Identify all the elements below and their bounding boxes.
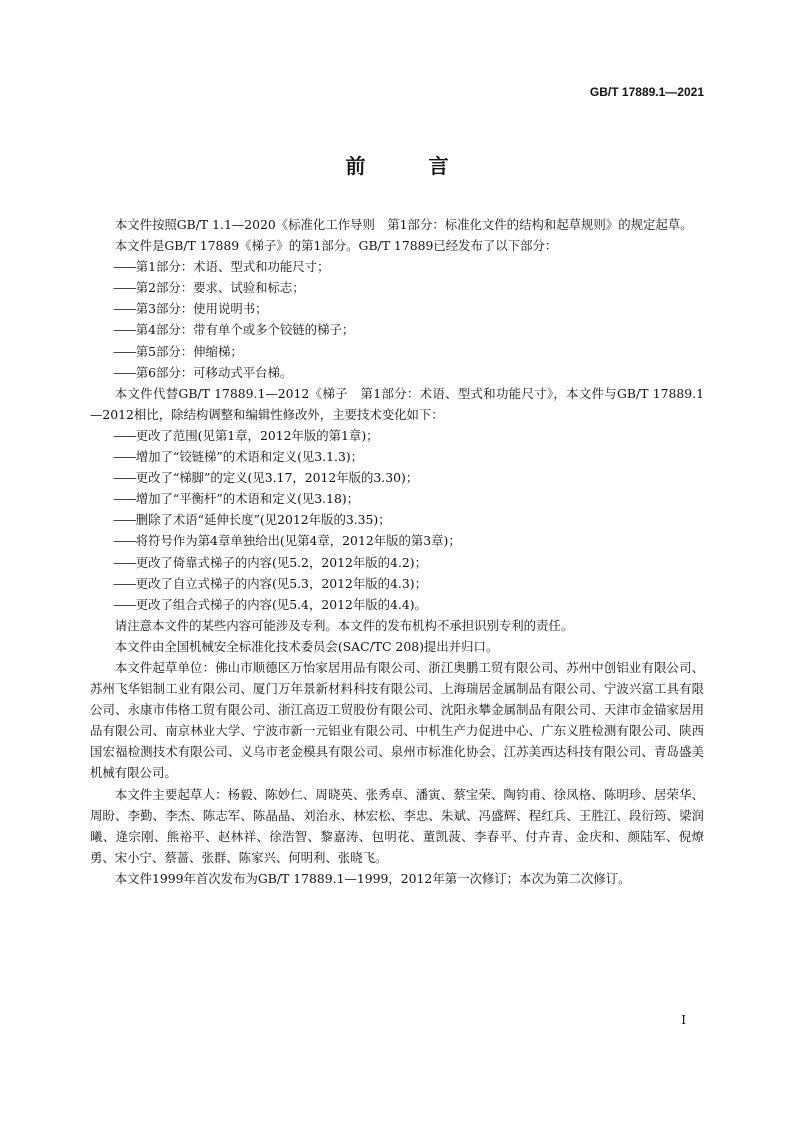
list-item-change: —— 增加了“平衡杆”的术语和定义(见3.18)； (90, 488, 704, 509)
paragraph-drafters: 本文件主要起草人：杨毅、陈妙仁、周晓英、张秀卓、潘寅、蔡宝荣、陶钧甫、徐凤格、陈明珍、居荣华、周盼、李勤、李杰、陈志军、陈晶晶、刘治永、林宏松、李忠、朱斌、冯盛辉、程红兵、王胜江、段衍筠、梁润曦、逄宗刚、熊裕平、赵林祥、徐浩智、黎嘉涛、包明花、董凯菠、李春平、付卉青、金庆和、颜陆军、倪燎勇、宋小宁、蔡蔷、张群、陈家兴、何明利、张晓飞。 (90, 786, 704, 865)
list-item-part: —— 第3部分：使用说明书； (90, 298, 704, 319)
list-item-part: —— 第1部分：术语、型式和功能尺寸； (90, 256, 704, 277)
paragraph-proposer: 本文件由全国机械安全标准化技术委员会(SAC/TC 208)提出并归口。 (114, 638, 499, 654)
list-item-change: —— 更改了组合式梯子的内容(见5.4，2012年版的4.4)。 (90, 594, 704, 615)
paragraph-parts-intro: 本文件是GB/T 17889《梯子》的第1部分。GB/T 17889已经发布了以下部分： (114, 238, 558, 254)
paragraph-history: 本文件1999年首次发布为GB/T 17889.1—1999，2012年第一次修订；本次为第二次修订。 (114, 870, 631, 886)
list-item-change: —— 更改了“梯脚”的定义(见3.17，2012年版的3.30)； (90, 467, 704, 488)
paragraph-drafting-rules: 本文件按照GB/T 1.1—2020《标准化工作导则 第1部分：标准化文件的结构和起草规则》的规定起草。 (114, 217, 693, 232)
list-item-change: —— 更改了自立式梯子的内容(见5.3，2012年版的4.3)； (90, 573, 704, 594)
list-item-change: —— 更改了倚靠式梯子的内容(见5.2，2012年版的4.2)； (90, 552, 704, 573)
standard-code: GB/T 17889.1—2021 (589, 85, 704, 99)
paragraph-patent-notice: 请注意本文件的某些内容可能涉及专利。本文件的发布机构不承担识别专利的责任。 (114, 617, 574, 633)
paragraph-drafting-units: 本文件起草单位：佛山市顺德区万怡家居用品有限公司、浙江奥鹏工贸有限公司、苏州中创铝业有限公司、苏州飞华铝制工业有限公司、厦门万年景新材料科技有限公司、上海瑞居金属制品有限公司、宁波兴富工具有限公司、永康市伟格工贸有限公司、浙江高迈工贸股份有限公司、沈阳永攀金属制品有限公司、天津市金锚家居用品有限公司、南京林业大学、宁波市新一元铝业有限公司、中机生产力促进中心、广东义胜检测有限公司、陕西国宏福检测技术有限公司、义乌市老金模具有限公司、泉州市标准化协会、江苏美西达科技有限公司、青岛盛美机械有限公司。 (90, 659, 704, 781)
list-item-part: —— 第5部分：伸缩梯； (90, 341, 704, 362)
list-item-change: —— 删除了术语“延伸长度”(见2012年版的3.35)； (90, 509, 704, 530)
page-number: I (681, 1013, 686, 1027)
list-item-part: —— 第2部分：要求、试验和标志； (90, 277, 704, 298)
list-item-change: —— 将符号作为第4章单独给出(见第4章，2012年版的第3章)； (90, 530, 704, 551)
list-item-part: —— 第6部分：可移动式平台梯。 (90, 362, 704, 383)
foreword-body (90, 214, 704, 889)
list-item-change: —— 增加了“铰链梯”的术语和定义(见3.1.3)； (90, 446, 704, 467)
paragraph-replacement: 本文件代替GB/T 17889.1—2012《梯子 第1部分：术语、型式和功能尺寸》，本文件与GB/T 17889.1—2012相比，除结构调整和编辑性修改外，主要技术变化如下： (90, 385, 704, 422)
page-title: 前 言 (345, 154, 477, 178)
list-item-part: —— 第4部分：带有单个或多个铰链的梯子； (90, 319, 704, 340)
list-item-change: —— 更改了范围(见第1章，2012年版的第1章)； (90, 425, 704, 446)
